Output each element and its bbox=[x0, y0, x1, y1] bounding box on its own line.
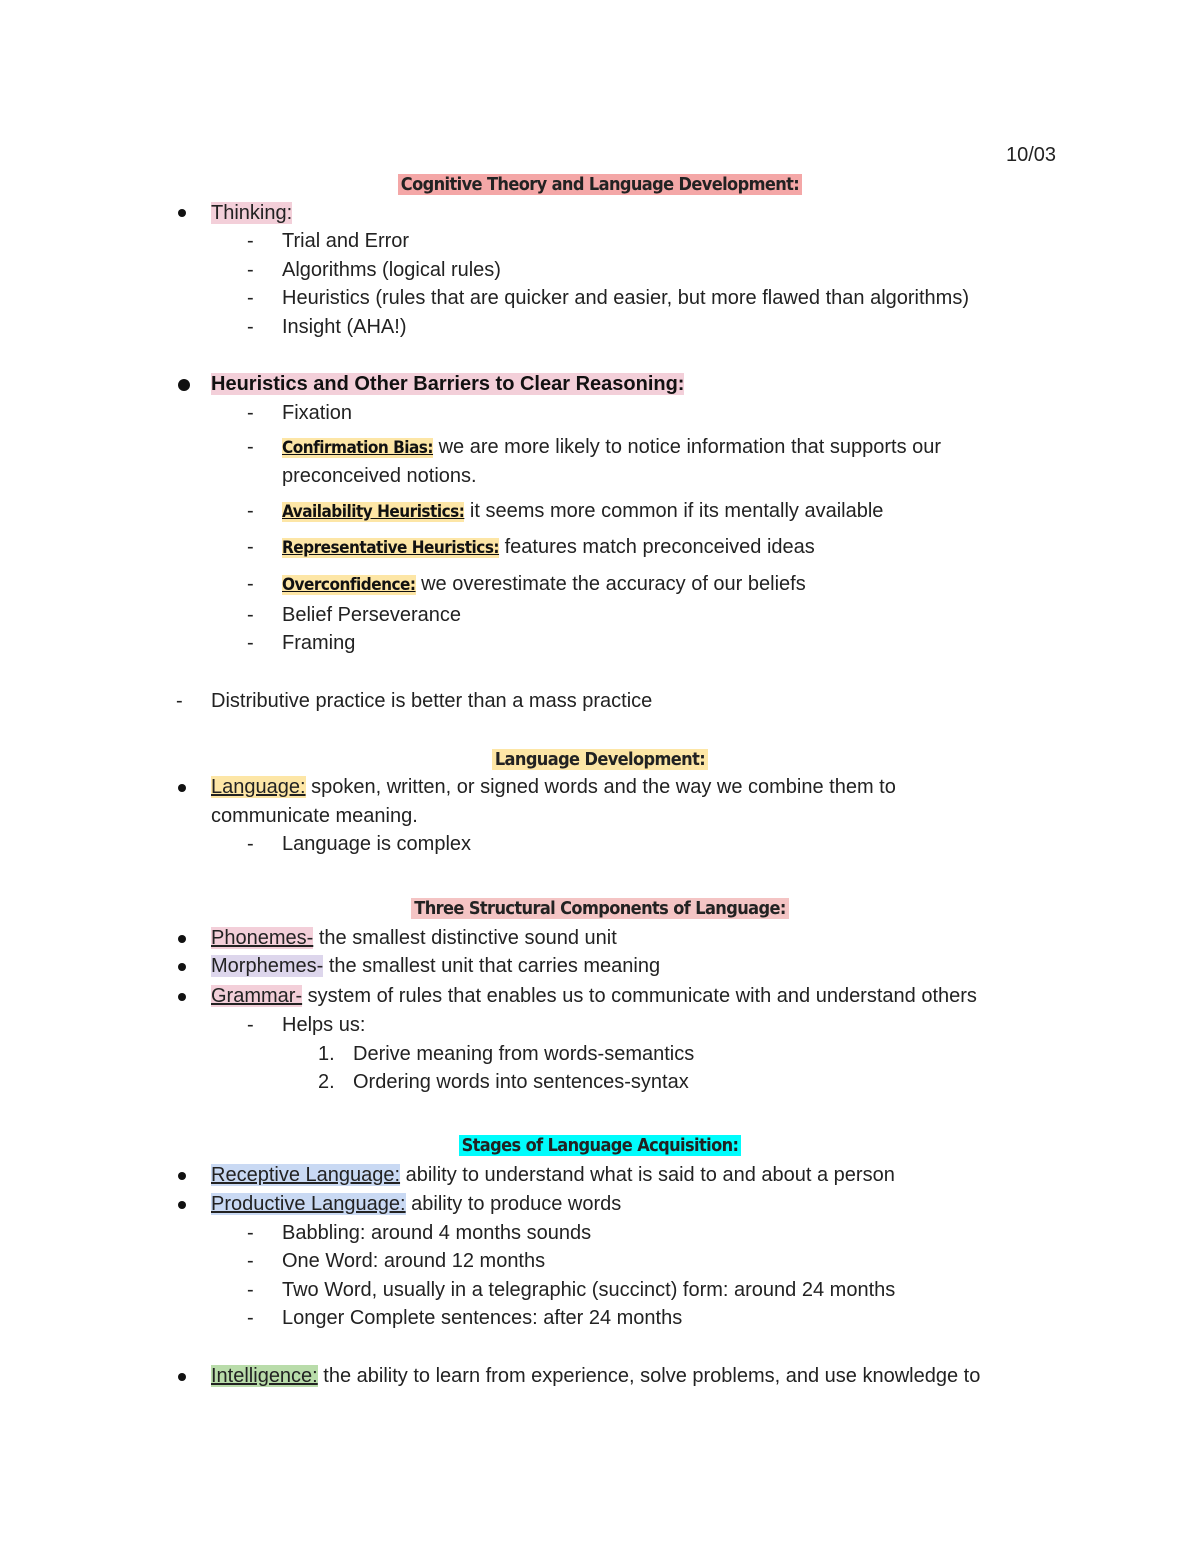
bullet bbox=[178, 784, 186, 792]
heading-text: Three Structural Components of Language: bbox=[411, 898, 788, 919]
term: Receptive Language: bbox=[211, 1164, 401, 1186]
heading-text: Cognitive Theory and Language Development: bbox=[398, 174, 802, 195]
bullet bbox=[178, 1373, 186, 1381]
numbered-item: Derive meaning from words-semantics bbox=[353, 1043, 695, 1065]
dash: - bbox=[247, 536, 254, 558]
bullet bbox=[178, 963, 186, 971]
term: Phonemes- bbox=[211, 927, 314, 949]
list-item: Helps us: bbox=[282, 1014, 366, 1036]
date: 10/03 bbox=[1006, 144, 1057, 166]
dash: - bbox=[247, 287, 254, 309]
list-item-receptive: Receptive Language: ability to understand what is said to and about a person bbox=[211, 1164, 895, 1186]
bullet bbox=[178, 1201, 186, 1209]
list-item: Trial and Error bbox=[282, 230, 410, 252]
list-item-continuation: communicate meaning. bbox=[211, 805, 418, 827]
bullet bbox=[178, 993, 186, 1001]
list-item: Two Word, usually in a telegraphic (succinct) form: around 24 months bbox=[282, 1279, 896, 1301]
list-item-representative: Representative Heuristics: features match preconceived ideas bbox=[282, 536, 815, 558]
term: Intelligence: bbox=[211, 1365, 318, 1387]
dash: - bbox=[247, 1014, 254, 1036]
term: Morphemes- bbox=[211, 955, 324, 977]
list-item-continuation: preconceived notions. bbox=[282, 465, 477, 487]
list-item-overconfidence: Overconfidence: we overestimate the accuracy of our beliefs bbox=[282, 573, 806, 595]
section-title-stages bbox=[0, 1131, 1200, 1159]
term: Language: bbox=[211, 776, 306, 798]
dash: - bbox=[176, 690, 183, 712]
term: Productive Language: bbox=[211, 1193, 406, 1215]
section-title-language bbox=[0, 745, 1200, 773]
list-item: Babbling: around 4 months sounds bbox=[282, 1222, 592, 1244]
list-item: Heuristics (rules that are quicker and easier, but more flawed than algorithms) bbox=[282, 287, 969, 309]
list-item-productive: Productive Language: ability to produce words bbox=[211, 1193, 622, 1215]
section-title-cognitive bbox=[0, 170, 1200, 198]
list-item: Language is complex bbox=[282, 833, 472, 855]
dash: - bbox=[247, 573, 254, 595]
thinking-label: Thinking: bbox=[211, 202, 293, 224]
list-item: One Word: around 12 months bbox=[282, 1250, 546, 1272]
list-number: 1. bbox=[318, 1043, 335, 1065]
dash: - bbox=[247, 1279, 254, 1301]
list-number: 2. bbox=[318, 1071, 335, 1093]
bullet bbox=[178, 209, 186, 217]
dash: - bbox=[247, 316, 254, 338]
dash: - bbox=[247, 1250, 254, 1272]
list-item-phonemes: Phonemes- the smallest distinctive sound unit bbox=[211, 927, 617, 949]
list-item-intelligence: Intelligence: the ability to learn from experience, solve problems, and use knowledge to bbox=[211, 1365, 981, 1387]
list-item-morphemes: Morphemes- the smallest unit that carries meaning bbox=[211, 955, 661, 977]
list-item-language: Language: spoken, written, or signed words and the way we combine them to bbox=[211, 776, 896, 798]
heading-text: Language Development: bbox=[492, 749, 708, 770]
dash: - bbox=[247, 833, 254, 855]
term: Overconfidence: bbox=[282, 575, 416, 595]
term: Grammar- bbox=[211, 985, 303, 1007]
dash: - bbox=[247, 500, 254, 522]
list-item-availability: Availability Heuristics: it seems more common if its mentally available bbox=[282, 500, 884, 522]
dash: - bbox=[247, 230, 254, 252]
numbered-item: Ordering words into sentences-syntax bbox=[353, 1071, 689, 1093]
note-distributive: Distributive practice is better than a mass practice bbox=[211, 690, 653, 712]
list-item-confirmation: Confirmation Bias: we are more likely to notice information that supports our bbox=[282, 436, 942, 458]
list-item: Insight (AHA!) bbox=[282, 316, 407, 338]
term: Representative Heuristics: bbox=[282, 538, 500, 558]
dash: - bbox=[247, 436, 254, 458]
dash: - bbox=[247, 259, 254, 281]
section-title-components bbox=[0, 894, 1200, 922]
bullet bbox=[178, 379, 190, 391]
dash: - bbox=[247, 604, 254, 626]
list-item: Algorithms (logical rules) bbox=[282, 259, 501, 281]
heading-text: Stages of Language Acquisition: bbox=[459, 1135, 742, 1156]
dash: - bbox=[247, 632, 254, 654]
bullet bbox=[178, 935, 186, 943]
dash: - bbox=[247, 1307, 254, 1329]
list-item-grammar: Grammar- system of rules that enables us to communicate with and understand others bbox=[211, 985, 977, 1007]
list-item: Belief Perseverance bbox=[282, 604, 461, 626]
barriers-label: Heuristics and Other Barriers to Clear Reasoning: bbox=[211, 373, 685, 395]
term: Confirmation Bias: bbox=[282, 438, 434, 458]
dash: - bbox=[247, 1222, 254, 1244]
term: Availability Heuristics: bbox=[282, 502, 465, 522]
bullet bbox=[178, 1172, 186, 1180]
dash: - bbox=[247, 402, 254, 424]
list-item: Fixation bbox=[282, 402, 353, 424]
list-item: Framing bbox=[282, 632, 356, 654]
list-item: Longer Complete sentences: after 24 months bbox=[282, 1307, 683, 1329]
